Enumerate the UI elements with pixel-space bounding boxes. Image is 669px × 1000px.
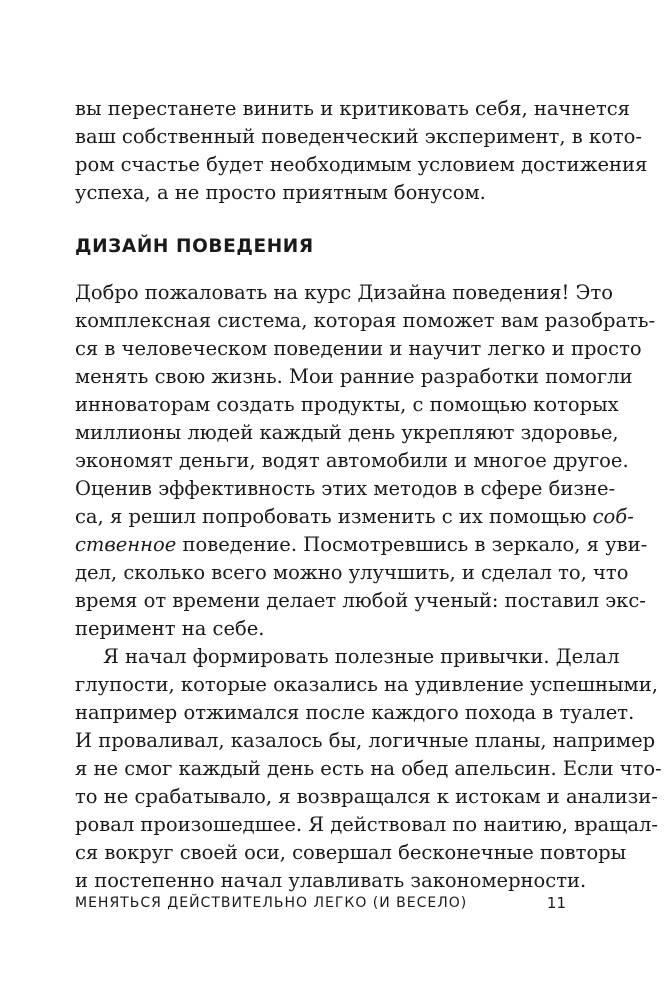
text-segment: са, я решил попробовать изменить с их помощью: [75, 505, 587, 528]
text-line: ваш собственный поведенческий эксперимент, в кото-: [75, 125, 642, 148]
text-line: Я начал формировать полезные привычки. Делал: [103, 645, 620, 668]
text-line: Оценив эффективность этих методов в сфере бизне-: [75, 477, 616, 500]
text-line: миллионы людей каждый день укрепляют здоровье,: [75, 421, 619, 444]
text-line: ся вокруг своей оси, совершал бесконечные повторы: [75, 841, 627, 864]
text-line: вы перестанете винить и критиковать себя, начнется: [75, 97, 630, 120]
text-segment: поведение. Посмотревшись в зеркало, я уви-: [182, 533, 648, 556]
section-heading: ДИЗАЙН ПОВЕДЕНИЯ: [75, 236, 314, 257]
text-line: то не срабатывало, я возвращался к истокам и анализи-: [75, 785, 658, 808]
text-line: экономят деньги, водят автомобили и многое другое.: [75, 449, 629, 472]
text-line: успеха, а не просто приятным бонусом.: [75, 181, 486, 204]
text-line: Добро пожаловать на курс Дизайна поведения! Это: [75, 281, 613, 304]
page-number: 11: [546, 894, 566, 912]
text-line: ром счастье будет необходимым условием достижения: [75, 153, 648, 176]
text-line: я не смог каждый день есть на обед апельсин. Если что-: [75, 757, 662, 780]
running-footer-title: МЕНЯТЬСЯ ДЕЙСТВИТЕЛЬНО ЛЕГКО (И ВЕСЕЛО): [75, 895, 468, 911]
italic-word: соб-: [592, 505, 634, 528]
text-line: глупости, которые оказались на удивление успешными,: [75, 673, 658, 696]
text-line: время от времени делает любой ученый: поставил экс-: [75, 589, 646, 612]
italic-word: ственное: [75, 533, 177, 556]
text-line: комплексная система, которая поможет вам разобрать-: [75, 309, 656, 332]
text-line: и постепенно начал улавливать закономерности.: [75, 869, 587, 892]
text-line: инноваторам создать продукты, с помощью которых: [75, 393, 619, 416]
text-line: ровал произошедшее. Я действовал по наитию, вращал-: [75, 813, 658, 836]
text-line: перимент на себе.: [75, 617, 265, 640]
text-line: менять свою жизнь. Мои ранние разработки помогли: [75, 365, 633, 388]
text-line: И проваливал, казалось бы, логичные планы, например: [75, 729, 656, 752]
text-line: например отжимался после каждого похода в туалет.: [75, 701, 635, 724]
text-line: ся в человеческом поведении и научит легко и просто: [75, 337, 642, 360]
text-line: дел, сколько всего можно улучшить, и сделал то, что: [75, 561, 629, 584]
